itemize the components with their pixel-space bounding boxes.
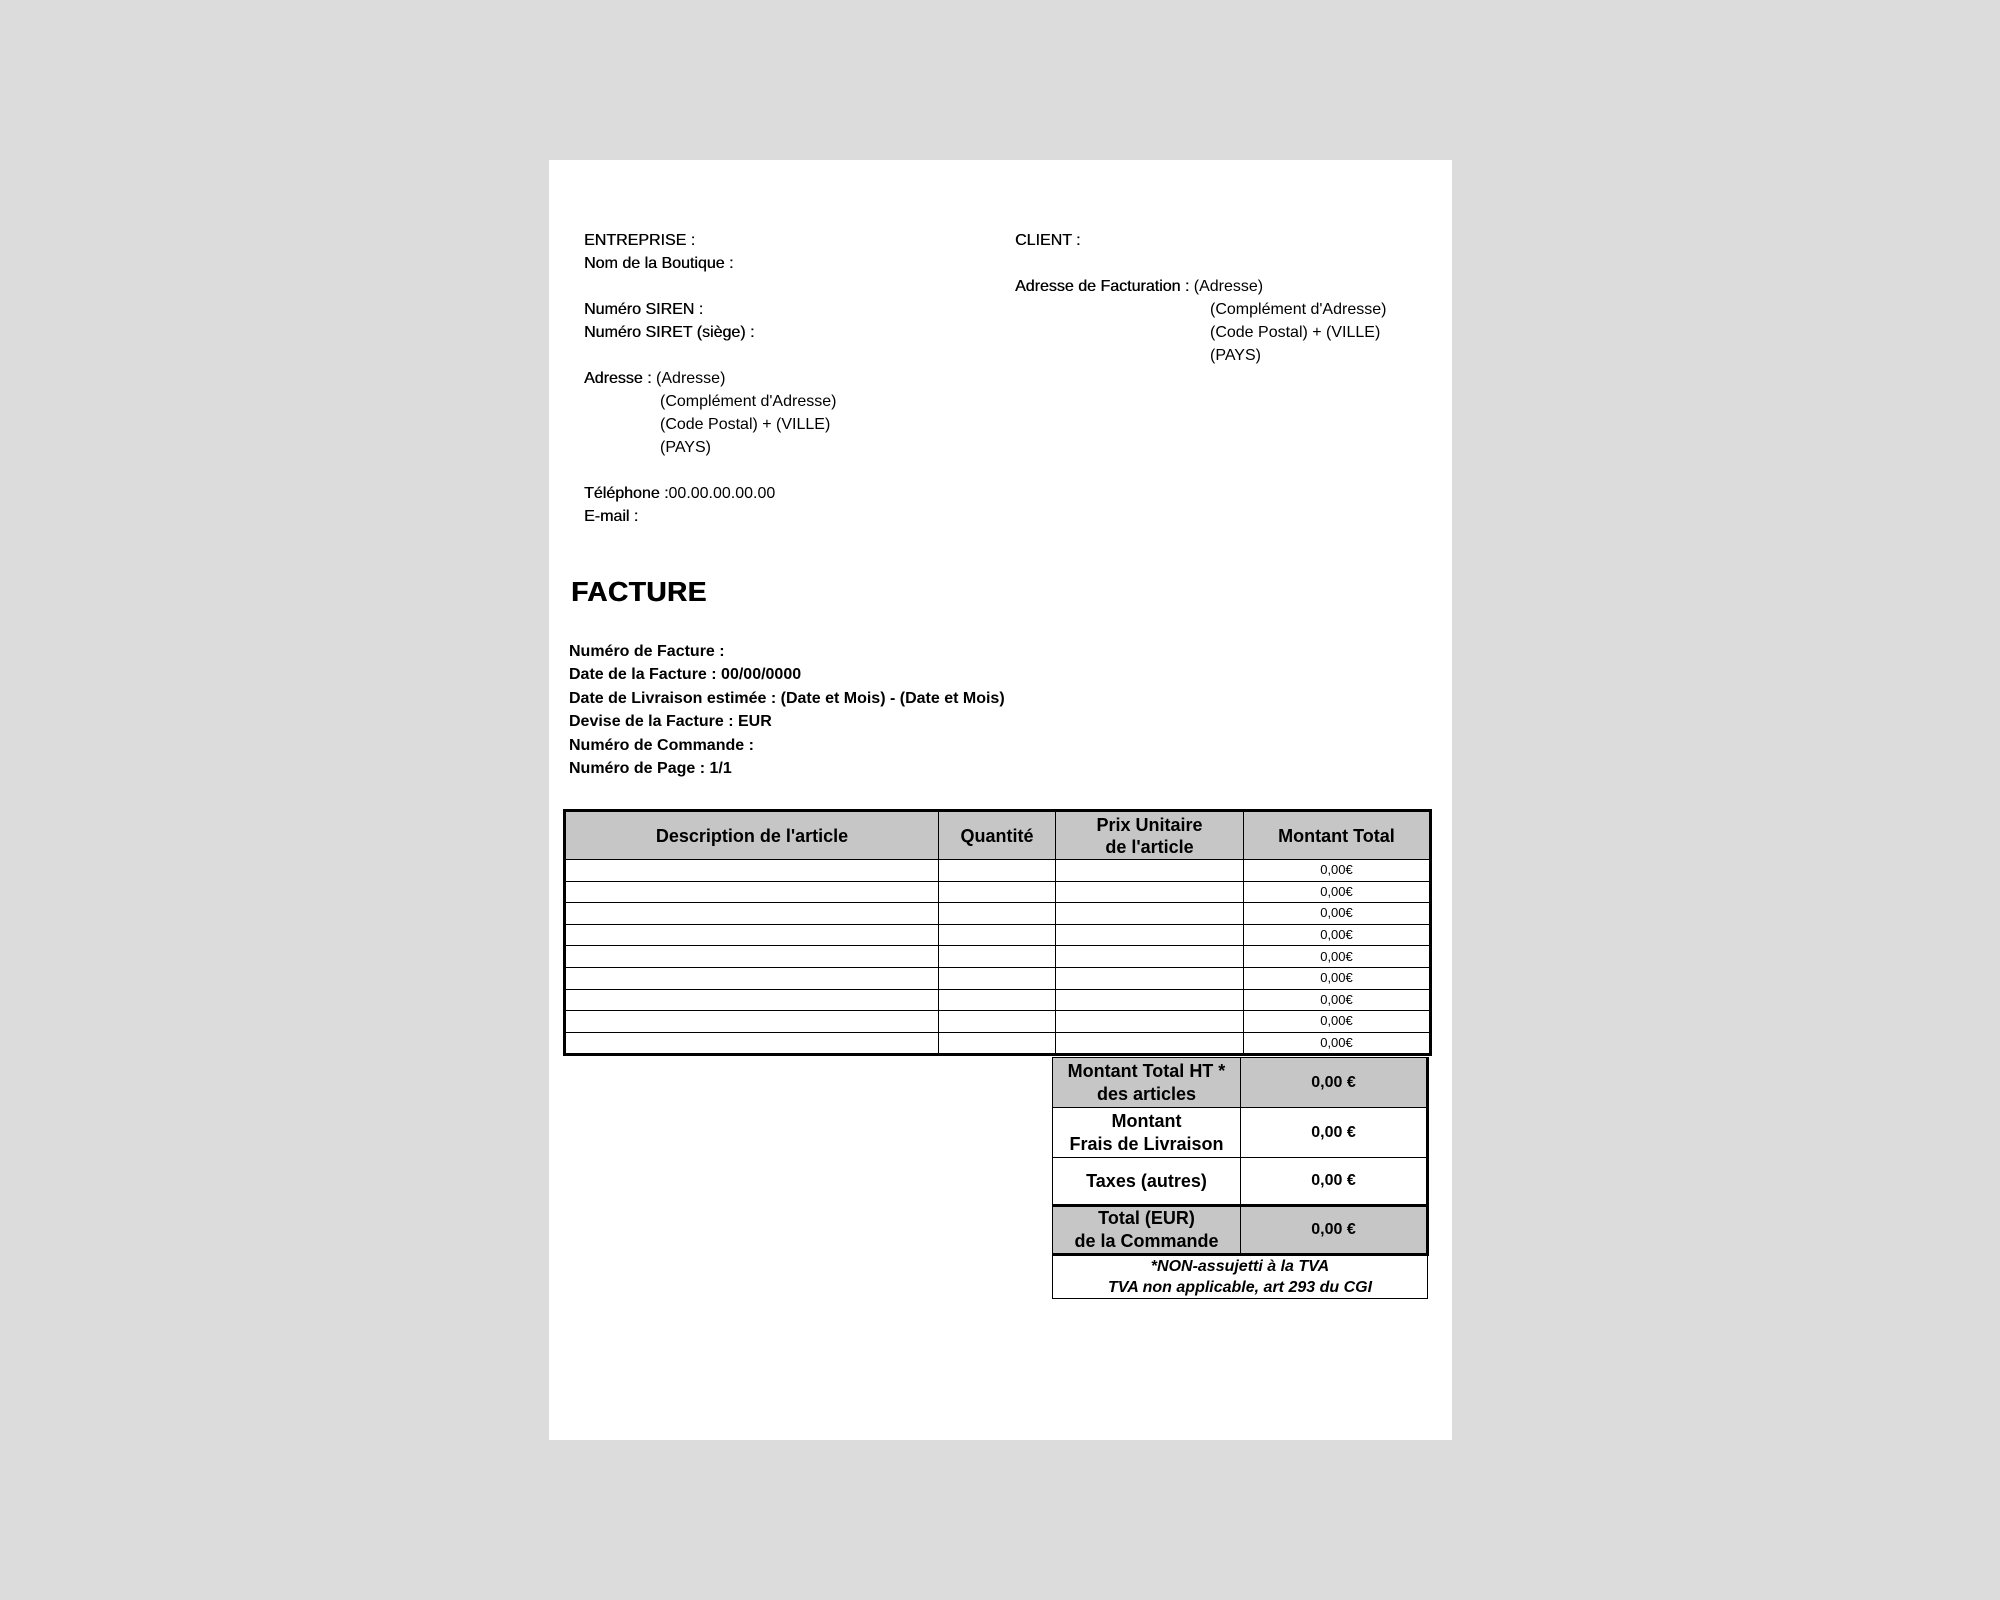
cell-quantity: [939, 903, 1056, 925]
items-table: [563, 809, 1432, 1056]
telephone-label: Téléphone :: [584, 485, 669, 502]
email-label: E-mail :: [584, 508, 639, 525]
cell-unit-price: [1056, 881, 1244, 903]
cell-quantity: [939, 881, 1056, 903]
boutique-label: Nom de la Boutique :: [584, 255, 734, 272]
telephone-value: 00.00.00.00.00: [668, 485, 776, 502]
invoice-page: [549, 160, 1452, 1440]
cell-description: [565, 924, 939, 946]
subtotal-label: [1053, 1058, 1241, 1108]
table-row: [565, 903, 1431, 925]
shipping-row: [1053, 1108, 1428, 1158]
header-unit-price-line2: de l'article: [1105, 836, 1194, 857]
cell-description: [565, 1011, 939, 1033]
header-quantity: Quantité: [939, 811, 1056, 860]
header-unit-price: [1056, 811, 1244, 860]
cell-unit-price: [1056, 989, 1244, 1011]
invoice-date: Date de la Facture : 00/00/0000: [569, 666, 802, 684]
shipping-label-line1: Montant: [1111, 1110, 1182, 1131]
cell-unit-price: [1056, 903, 1244, 925]
cell-total: 0,00€: [1244, 881, 1431, 903]
cell-total: 0,00€: [1244, 1011, 1431, 1033]
cell-description: [565, 903, 939, 925]
shipping-label-line2: Frais de Livraison: [1069, 1133, 1224, 1154]
cell-total: 0,00€: [1244, 860, 1431, 882]
invoice-meta: [569, 640, 1005, 780]
cell-total: 0,00€: [1244, 989, 1431, 1011]
cell-quantity: [939, 1011, 1056, 1033]
cell-description: [565, 989, 939, 1011]
billing-label: Adresse de Facturation :: [1015, 278, 1190, 295]
subtotal-row: [1053, 1058, 1428, 1108]
billing-line-1: (Adresse): [1193, 278, 1264, 295]
address-line-3: (Code Postal) + (VILLE): [660, 416, 831, 433]
cell-quantity: [939, 967, 1056, 989]
header-total: Montant Total: [1244, 811, 1431, 860]
cell-quantity: [939, 1032, 1056, 1055]
vat-note-line2: TVA non applicable, art 293 du CGI: [1107, 1279, 1373, 1296]
vat-note-row: [1053, 1255, 1428, 1299]
cell-description: [565, 881, 939, 903]
taxes-row: [1053, 1158, 1428, 1206]
billing-line-4: (PAYS): [1210, 347, 1261, 364]
grand-total-label-line2: de la Commande: [1074, 1231, 1219, 1251]
billing-line-3: (Code Postal) + (VILLE): [1210, 324, 1381, 341]
delivery-date: Date de Livraison estimée : (Date et Mois) - (Date et Mois): [569, 689, 1005, 707]
siret-label: Numéro SIRET (siège) :: [584, 324, 755, 341]
table-row: [565, 1032, 1431, 1055]
table-row: [565, 1011, 1431, 1033]
grand-total-label: [1053, 1206, 1241, 1255]
address-line-4: (PAYS): [660, 439, 711, 456]
cell-unit-price: [1056, 967, 1244, 989]
cell-total: 0,00€: [1244, 1032, 1431, 1055]
client-label: CLIENT :: [1015, 232, 1081, 249]
table-row: [565, 881, 1431, 903]
cell-quantity: [939, 924, 1056, 946]
header-description: Description de l'article: [565, 811, 939, 860]
cell-unit-price: [1056, 860, 1244, 882]
cell-total: 0,00€: [1244, 903, 1431, 925]
order-number: Numéro de Commande :: [569, 736, 754, 754]
grand-total-row: [1053, 1206, 1428, 1255]
invoice-currency: Devise de la Facture : EUR: [569, 713, 772, 731]
subtotal-label-line2: des articles: [1096, 1083, 1197, 1104]
invoice-title: FACTURE: [571, 576, 707, 607]
vat-note: [1053, 1255, 1428, 1299]
cell-quantity: [939, 946, 1056, 968]
company-info: [584, 229, 836, 528]
table-row: [565, 967, 1431, 989]
cell-description: [565, 860, 939, 882]
company-address-line: [584, 367, 836, 390]
cell-total: 0,00€: [1244, 924, 1431, 946]
table-row: [565, 860, 1431, 882]
address-line-2: (Complément d'Adresse): [660, 393, 837, 410]
cell-description: [565, 967, 939, 989]
subtotal-value: 0,00 €: [1241, 1058, 1428, 1108]
subtotal-label-line1: Montant Total HT *: [1067, 1060, 1226, 1081]
cell-total: 0,00€: [1244, 946, 1431, 968]
adresse-label: Adresse :: [584, 370, 652, 387]
siren-label: Numéro SIREN :: [584, 301, 704, 318]
grand-total-label-line1: Total (EUR): [1098, 1208, 1195, 1228]
cell-description: [565, 946, 939, 968]
cell-quantity: [939, 860, 1056, 882]
items-body: [565, 860, 1431, 1055]
entreprise-label: ENTREPRISE :: [584, 232, 696, 249]
cell-unit-price: [1056, 924, 1244, 946]
telephone-line: [584, 482, 836, 505]
billing-line: [1015, 275, 1386, 298]
cell-total: 0,00€: [1244, 967, 1431, 989]
address-line-1: (Adresse): [656, 370, 726, 387]
cell-unit-price: [1056, 946, 1244, 968]
table-row: [565, 946, 1431, 968]
table-row: [565, 989, 1431, 1011]
grand-total-value: 0,00 €: [1241, 1206, 1428, 1255]
shipping-value: 0,00 €: [1241, 1108, 1428, 1158]
cell-unit-price: [1056, 1032, 1244, 1055]
cell-description: [565, 1032, 939, 1055]
totals-table: [1052, 1057, 1429, 1299]
shipping-label: [1053, 1108, 1241, 1158]
vat-note-line1: *NON-assujetti à la TVA: [1150, 1258, 1330, 1275]
cell-quantity: [939, 989, 1056, 1011]
cell-unit-price: [1056, 1011, 1244, 1033]
taxes-value: 0,00 €: [1241, 1158, 1428, 1206]
billing-line-2: (Complément d'Adresse): [1210, 301, 1387, 318]
header-unit-price-line1: Prix Unitaire: [1096, 814, 1203, 835]
table-row: [565, 924, 1431, 946]
page-number: Numéro de Page : 1/1: [569, 760, 732, 778]
client-info: [1015, 229, 1386, 367]
invoice-number: Numéro de Facture :: [569, 643, 725, 660]
taxes-label: Taxes (autres): [1053, 1158, 1241, 1206]
